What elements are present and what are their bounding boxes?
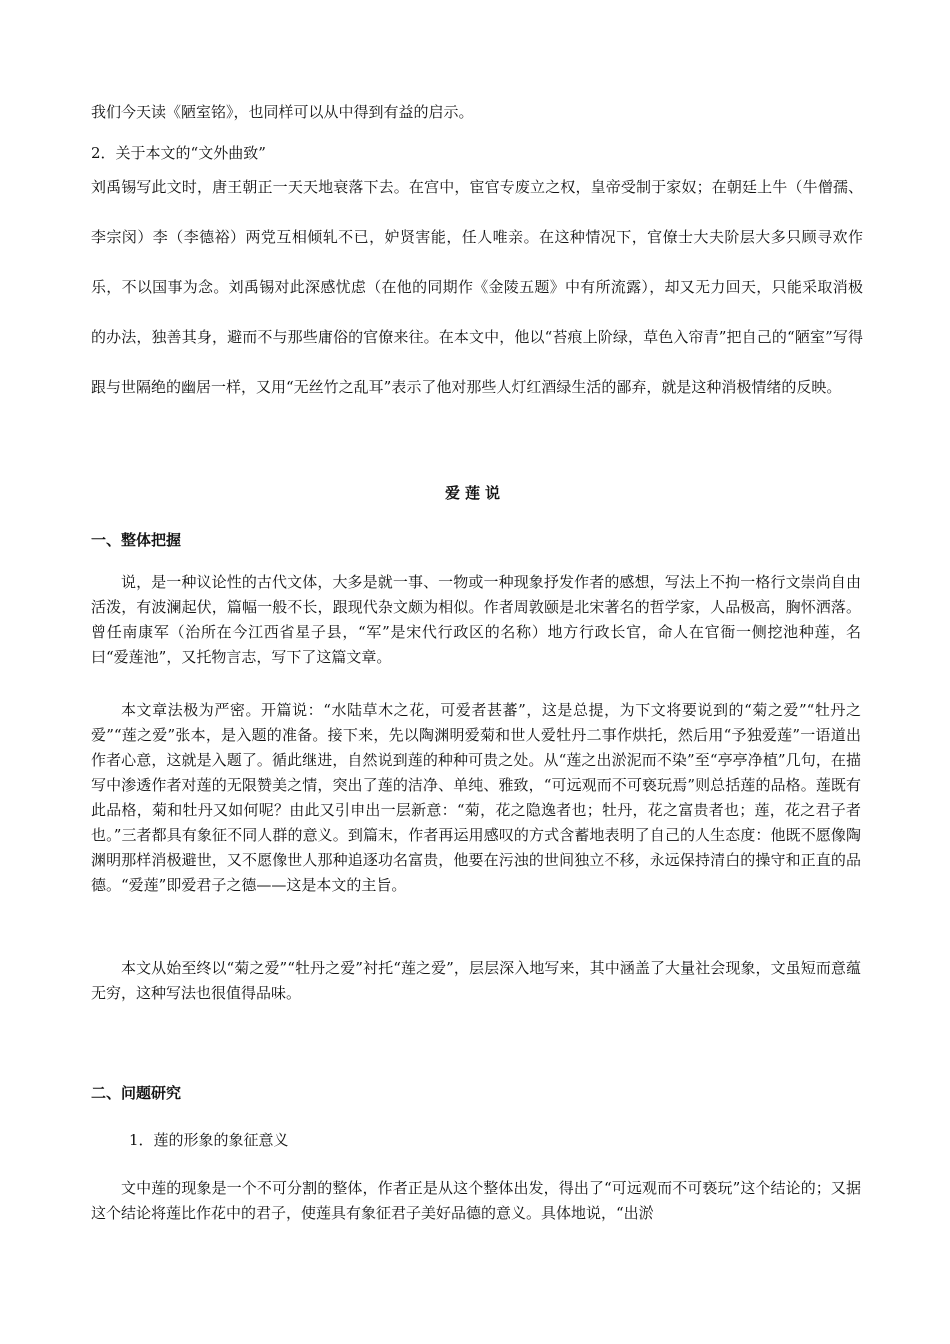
paragraph-lotus-symbolism: 文中莲的现象是一个不可分割的整体，作者正是从这个整体出发，得出了“可远观而不可亵玩”这个结论的；又据这个结论将莲比作花中的君子，使莲具有象征君子美好品德的意义。具体地说，“出淤 — [91, 1179, 861, 1222]
paragraph-overview-2: 本文章法极为严密。开篇说：“水陆草木之花，可爱者甚蕃”，这是总提，为下文将要说到的“菊之爱”“牡丹之爱”“莲之爱”张本，是入题的准备。接下来，先以陶渊明爱菊和世人爱牡丹二事作烘托，然后用“予独爱莲”一语道出作者心意，这就是入题了。循此继进，自然说到莲的种种可贵之处。从“莲之出淤泥而不染”至“亭亭净植”几句，在描写中渗透作者对莲的无限赞美之情，突出了莲的洁净、单纯、雅致，“可远观而不可亵玩焉”则总括莲的品格。莲既有此品格，菊和牡丹又如何呢？由此又引申出一层新意：“菊，花之隐逸者也；牡丹，花之富贵者也；莲，花之君子者也。”三者都具有象征不同人群的意义。到篇末，作者再运用感叹的方式含蓄地表明了自己的人生态度：他既不愿像陶渊明那样消极避世，又不愿像世人那种追逐功名富贵，他要在污浊的世间独立不移，永远保持清白的操守和正直的品德。“爱莲”即爱君子之德——这是本文的主旨。 — [91, 701, 861, 894]
text-line-reading-heshiming: 我们今天读《陋室铭》，也同样可以从中得到有益的启示。 — [91, 103, 474, 121]
section-heading-overview: 一、整体把握 — [91, 531, 182, 549]
paragraph-liu-yuxi-background: 刘禹锡写此文时，唐王朝正一天天地衰落下去。在宫中，宦官专废立之权，皇帝受制于家奴；在朝廷上牛（牛僧孺、李宗闵）李（李德裕）两党互相倾轧不已，妒贤害能，任人唯亲。在这种情况下，官僚士大夫阶层大多只顾寻欢作乐，不以国事为念。刘禹锡对此深感忧虑（在他的同期作《金陵五题》中有所流露），却又无力回天，只能采取消极的办法，独善其身，避而不与那些庸俗的官僚来往。在本文中，他以“苔痕上阶绿，草色入帘青”把自己的“陋室”写得跟与世隔绝的幽居一样，又用“无丝竹之乱耳”表示了他对那些人灯红酒绿生活的鄙弃，就是这种消极情绪的反映。 — [91, 178, 863, 396]
subsection-title-lotus-symbolism: 1．莲的形象的象征意义 — [129, 1131, 289, 1149]
paragraph-overview-3: 本文从始至终以“菊之爱”“牡丹之爱”衬托“莲之爱”，层层深入地写来，其中涵盖了大量社会现象，文虽短而意蕴无穷，这种写法也很值得品味。 — [91, 959, 862, 1002]
subsection-title-wenwai-quzhi: 2．关于本文的“文外曲致” — [91, 144, 266, 162]
section-heading-research: 二、问题研究 — [91, 1084, 182, 1102]
paragraph-overview-1: 说，是一种议论性的古代文体，大多是就一事、一物或一种现象抒发作者的感想，写法上不拘一格行文崇尚自由活泼，有波澜起伏，篇幅一般不长，跟现代杂文颇为相似。作者周敦颐是北宋著名的哲学家，人品极高，胸怀洒落。曾任南康军（治所在今江西省星子县，“军”是宋代行政区的名称）地方行政长官，命人在官衙一侧挖池种莲，名曰“爱莲池”，又托物言志，写下了这篇文章。 — [91, 573, 861, 666]
article-title: 爱莲说 — [444, 484, 505, 502]
